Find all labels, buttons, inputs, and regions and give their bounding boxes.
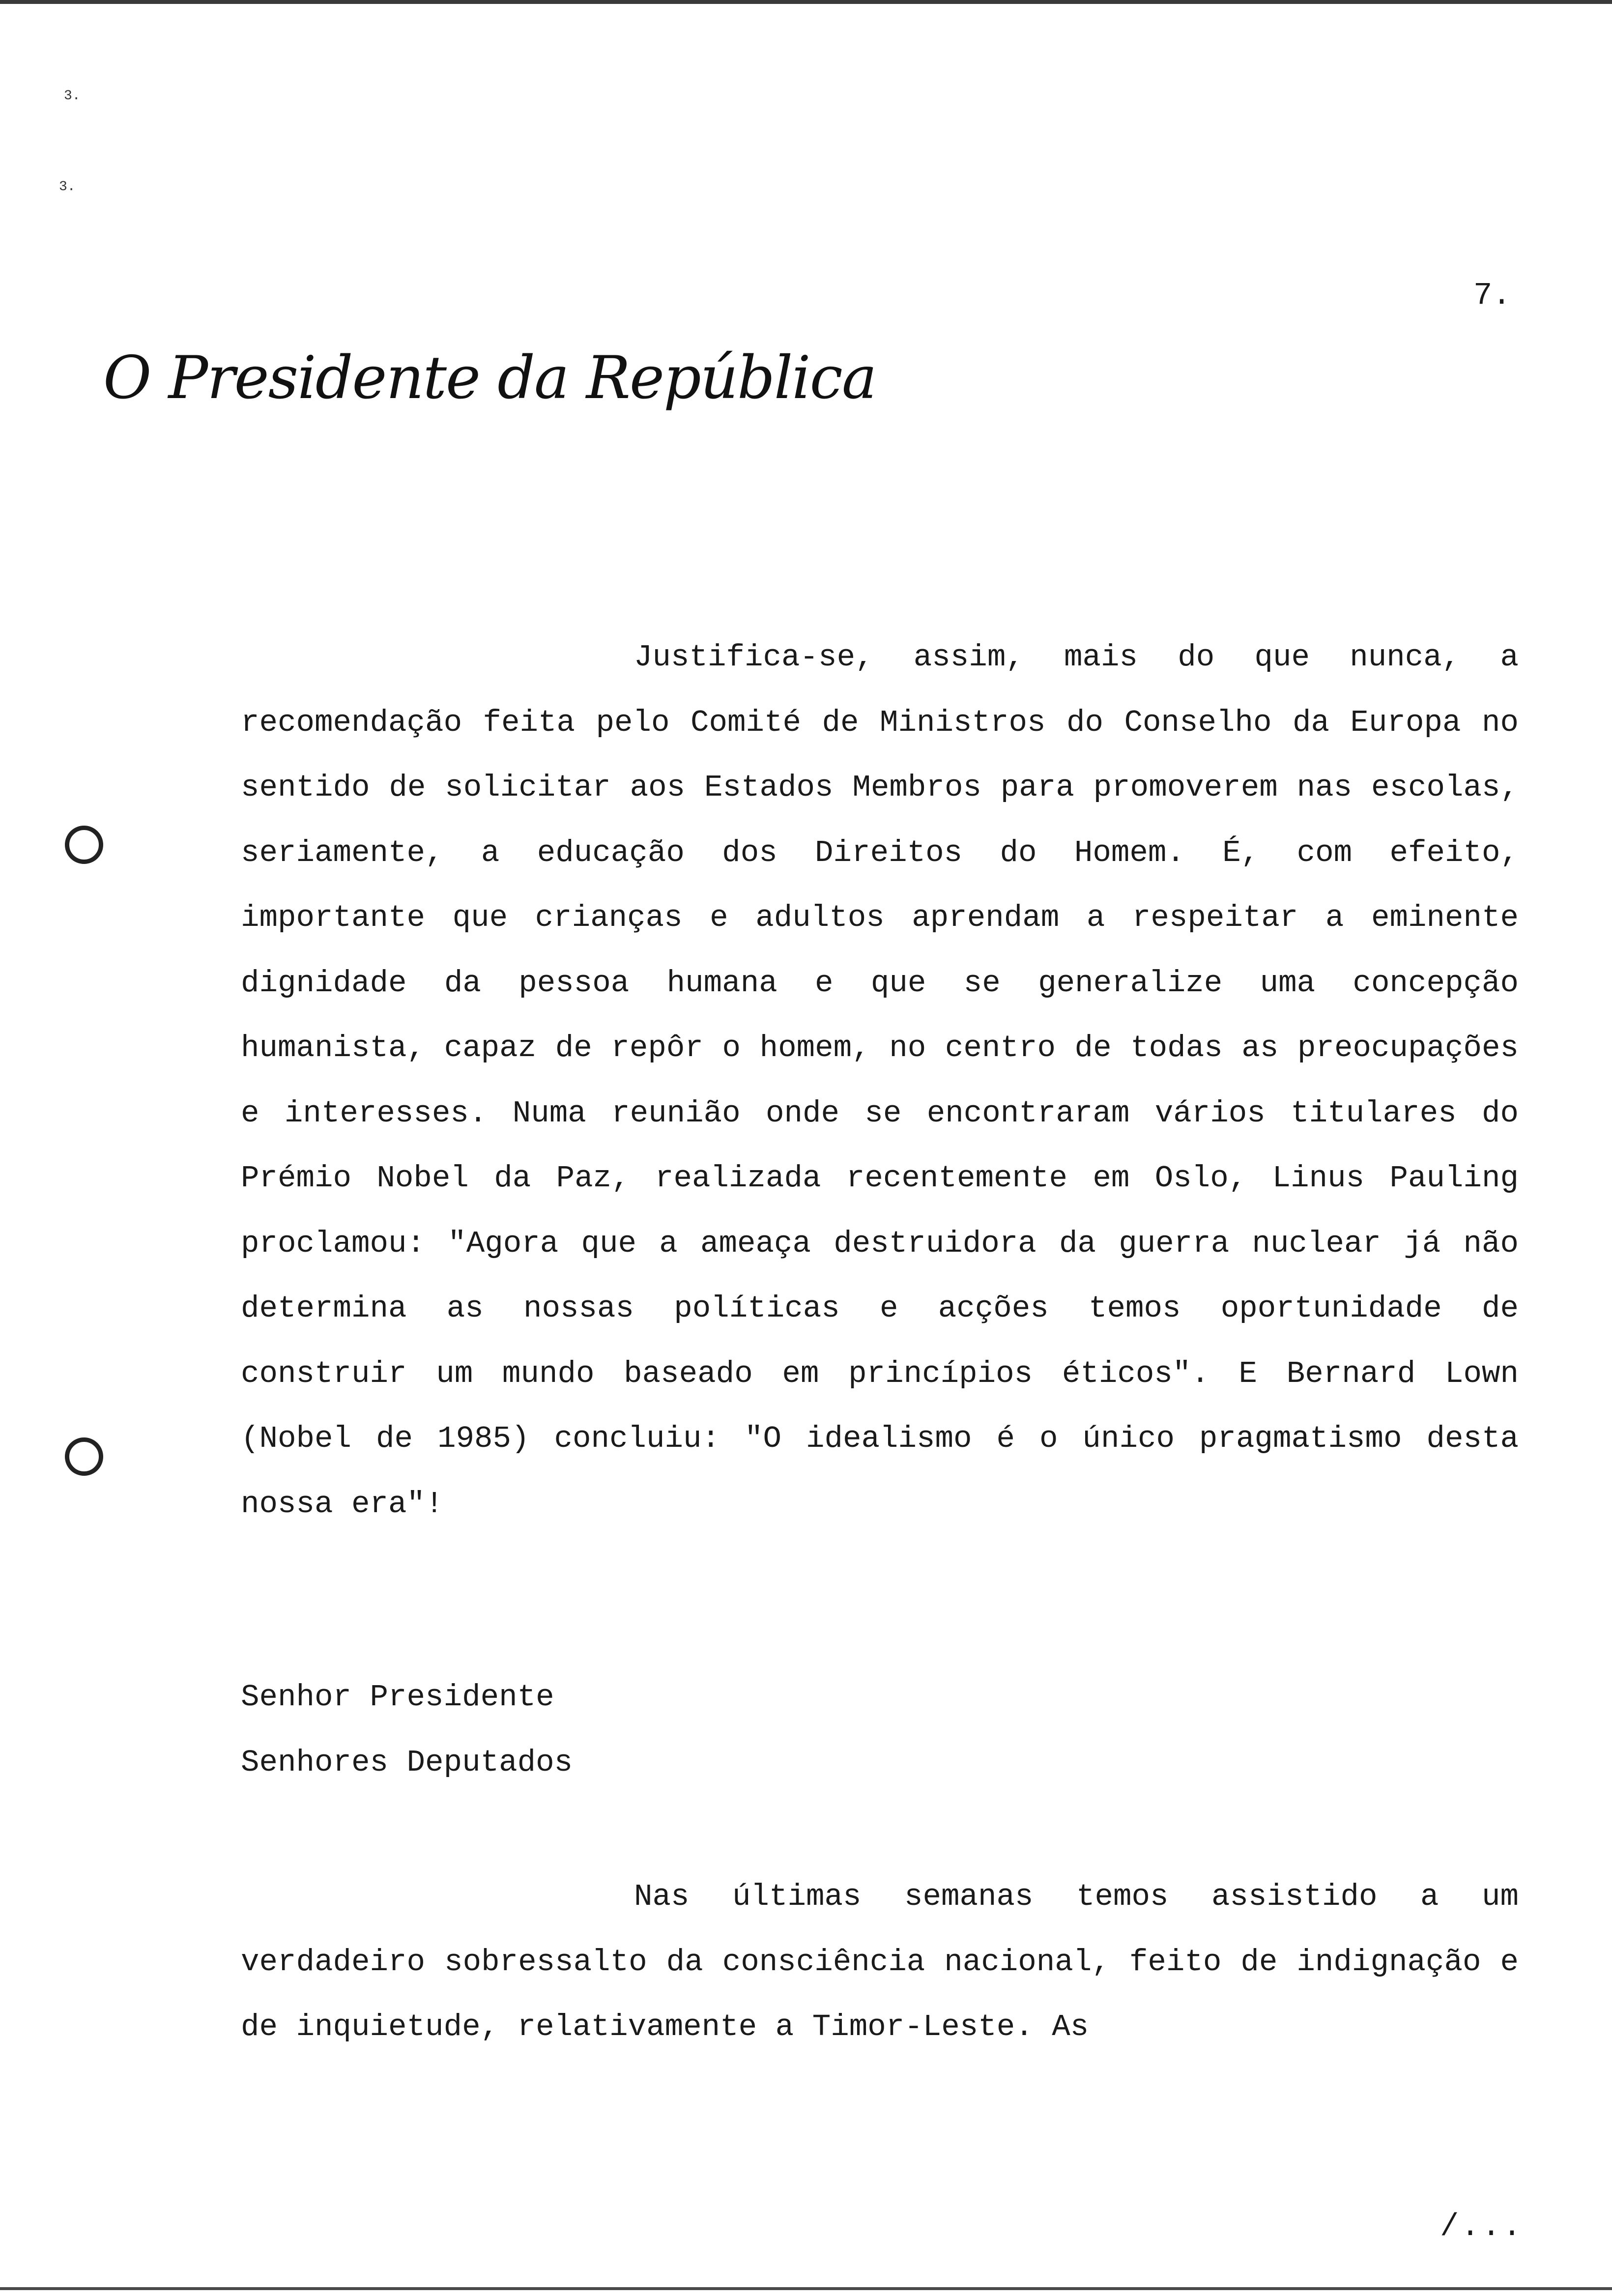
salutation-line-1: Senhor Presidente: [241, 1680, 554, 1715]
page-number: 7.: [1473, 278, 1511, 314]
continuation-mark: /...: [1440, 2210, 1524, 2245]
corner-mark-1: 3.: [64, 88, 81, 104]
paragraph-1-text: Justifica-se, assim, mais do que nunca, a recomendação feita pelo Comité de Ministros do Conselho da Europa no sentido de solicitar aos Estados Membros para promoverem nas escolas, seriamente, a educação dos Direitos do Homem. É, com efeito, importante que crianças e adultos aprendam a respeitar a eminente dignidade da pessoa humana e que se generalize uma concepção humanista, capaz de repôr o homem, no centro de todas as preocupações e interesses. Numa reunião onde se encontraram vários titulares do Prémio Nobel da Paz, realizada recentemente em Oslo, Linus Pauling proclamou: "Agora que a ameaça destruidora da guerra nuclear já não determina as nossas políticas e acções temos oportunidade de construir um mundo baseado em princípios éticos". E Bernard Lown (Nobel de 1985) concluiu: "O idealismo é o único pragmatismo desta nossa era"!: [241, 640, 1519, 1521]
scan-edge-top: [0, 0, 1612, 4]
letterhead-signature: O Presidente da República: [103, 344, 876, 412]
paragraph-2-text: Nas últimas semanas temos assistido a um verdadeiro sobressalto da consciência nacional, feito de indignação e de inquietude, relativamente a Timor-Leste. As: [241, 1879, 1519, 2044]
body-paragraph-2: [241, 1865, 1519, 2060]
body-paragraph-1: [241, 625, 1519, 1537]
punch-hole-icon: [65, 1437, 103, 1476]
punch-hole-icon: [65, 826, 103, 864]
scan-edge-bottom: [0, 2287, 1612, 2290]
salutation-line-2: Senhores Deputados: [241, 1745, 573, 1780]
salutation: [241, 1665, 573, 1795]
corner-mark-2: 3.: [59, 179, 76, 195]
